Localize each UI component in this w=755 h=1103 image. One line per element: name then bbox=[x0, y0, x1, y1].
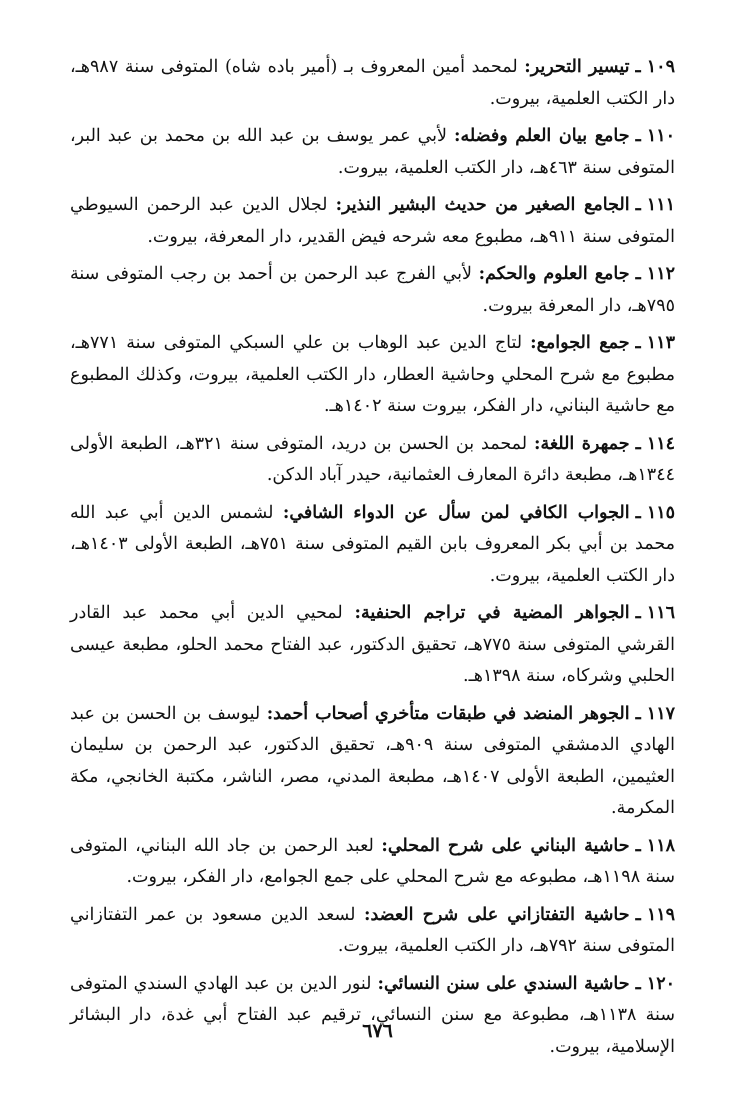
entry-details: لعبد الرحمن بن جاد الله البناني، المتوفى سنة ١١٩٨هـ، مطبوعه مع شرح المحلي على جمع الجوامع، دار الفكر، بيروت. bbox=[70, 835, 675, 887]
bibliography-entry bbox=[70, 969, 675, 1064]
entry-title: جمهرة اللغة: bbox=[534, 433, 630, 454]
entry-details: لجلال الدين عبد الرحمن السيوطي المتوفى سنة ٩١١هـ، مطبوع معه شرحه فيض القدير، دار المعرفة، بيروت. bbox=[70, 195, 675, 247]
bibliography-entry bbox=[70, 900, 675, 963]
entry-details: لمحمد بن الحسن بن دريد، المتوفى سنة ٣٢١هـ، الطبعة الأولى ١٣٤٤هـ، مطبعة دائرة المعارف العثمانية، حيدر آباد الدكن. bbox=[70, 433, 675, 485]
entry-number: ١١٨ ـ bbox=[635, 835, 675, 856]
entry-number: ١٠٩ ـ bbox=[635, 57, 675, 77]
bibliography-entry bbox=[70, 259, 675, 322]
entry-number: ١١٦ ـ bbox=[635, 603, 675, 623]
entry-details: لأبي الفرج عبد الرحمن بن أحمد بن رجب المتوفى سنة ٧٩٥هـ، دار المعرفة بيروت. bbox=[70, 264, 675, 316]
bibliography-list bbox=[70, 52, 675, 1063]
entry-details: لنور الدين بن عبد الهادي السندي المتوفى سنة ١١٣٨هـ، مطبوعة مع سنن النسائي، ترقيم عبد الفتاح أبي غدة، دار البشائر الإسلامية، بيروت. bbox=[70, 973, 675, 1057]
bibliography-entry bbox=[70, 598, 675, 693]
entry-title: جامع العلوم والحكم: bbox=[478, 264, 630, 284]
entry-number: ١١٠ ـ bbox=[635, 126, 676, 146]
entry-details: لأبي عمر يوسف بن عبد الله بن محمد بن عبد البر، المتوفى سنة ٤٦٣هـ، دار الكتب العلمية، بيروت. bbox=[70, 126, 675, 178]
bibliography-entry bbox=[70, 52, 675, 115]
entry-title: الجامع الصغير من حديث البشير النذير: bbox=[335, 195, 630, 215]
entry-details: لمحيي الدين أبي محمد عبد القادر القرشي المتوفى سنة ٧٧٥هـ، تحقيق الدكتور، عبد الفتاح محمد الحلو، مطبعة عيسى الحلبي وشركاه، سنة ١٣٩٨هـ. bbox=[70, 603, 675, 686]
entry-title: حاشية التفتازاني على شرح العضد: bbox=[364, 904, 630, 925]
entry-title: الجوهر المنضد في طبقات متأخري أصحاب أحمد: bbox=[266, 703, 630, 724]
entry-number: ١١٧ ـ bbox=[635, 703, 675, 724]
entry-title: تيسير التحرير: bbox=[524, 57, 630, 77]
entry-title: الجواهر المضية في تراجم الحنفية: bbox=[354, 603, 630, 623]
entry-number: ١١٥ ـ bbox=[635, 502, 676, 523]
entry-number: ١١٣ ـ bbox=[635, 333, 675, 353]
entry-number: ١١٢ ـ bbox=[635, 264, 675, 284]
entry-number: ١١٤ ـ bbox=[635, 433, 676, 454]
bibliography-entry bbox=[70, 328, 675, 423]
bibliography-entry bbox=[70, 699, 675, 825]
bibliography-entry bbox=[70, 831, 675, 894]
entry-number: ١١١ ـ bbox=[635, 195, 675, 215]
bibliography-entry bbox=[70, 498, 675, 593]
entry-title: جامع بيان العلم وفضله: bbox=[454, 126, 630, 146]
entry-number: ١١٩ ـ bbox=[635, 904, 676, 925]
bibliography-entry bbox=[70, 121, 675, 184]
entry-title: جمع الجوامع: bbox=[530, 333, 630, 353]
entry-details: لسعد الدين مسعود بن عمر التفتازاني المتوفى سنة ٧٩٢هـ، دار الكتب العلمية، بيروت. bbox=[70, 904, 675, 956]
entry-number: ١٢٠ ـ bbox=[635, 973, 675, 994]
bibliography-entry bbox=[70, 429, 675, 492]
entry-title: حاشية السندي على سنن النسائي: bbox=[377, 973, 630, 994]
entry-details: لمحمد أمين المعروف بـ (أمير باده شاه) المتوفى سنة ٩٨٧هـ، دار الكتب العلمية، بيروت. bbox=[70, 57, 675, 109]
entry-title: الجواب الكافي لمن سأل عن الدواء الشافي: bbox=[282, 502, 630, 523]
page-number: ٦٧٦ bbox=[362, 1020, 393, 1042]
bibliography-entry bbox=[70, 190, 675, 253]
entry-details: لتاج الدين عبد الوهاب بن علي السبكي المتوفى سنة ٧٧١هـ، مطبوع مع شرح المحلي وحاشية العطار، دار الكتب العلمية، بيروت، وكذلك المطبوع مع حاشية البناني، دار الفكر، بيروت سنة ١٤٠٢هـ. bbox=[70, 333, 675, 416]
entry-title: حاشية البناني على شرح المحلي: bbox=[381, 835, 630, 856]
entry-details: لشمس الدين أبي عبد الله محمد بن أبي بكر المعروف بابن القيم المتوفى سنة ٧٥١هـ، الطبعة الأولى ١٤٠٣هـ، دار الكتب العلمية، بيروت. bbox=[70, 502, 676, 586]
entry-details: ليوسف بن الحسن بن عبد الهادي الدمشقي المتوفى سنة ٩٠٩هـ، تحقيق الدكتور، عبد الرحمن بن سليمان العثيمين، الطبعة الأولى ١٤٠٧هـ، مطبعة المدني، مصر، الناشر، مكتبة الخانجي، مكة المكرمة. bbox=[70, 703, 675, 818]
